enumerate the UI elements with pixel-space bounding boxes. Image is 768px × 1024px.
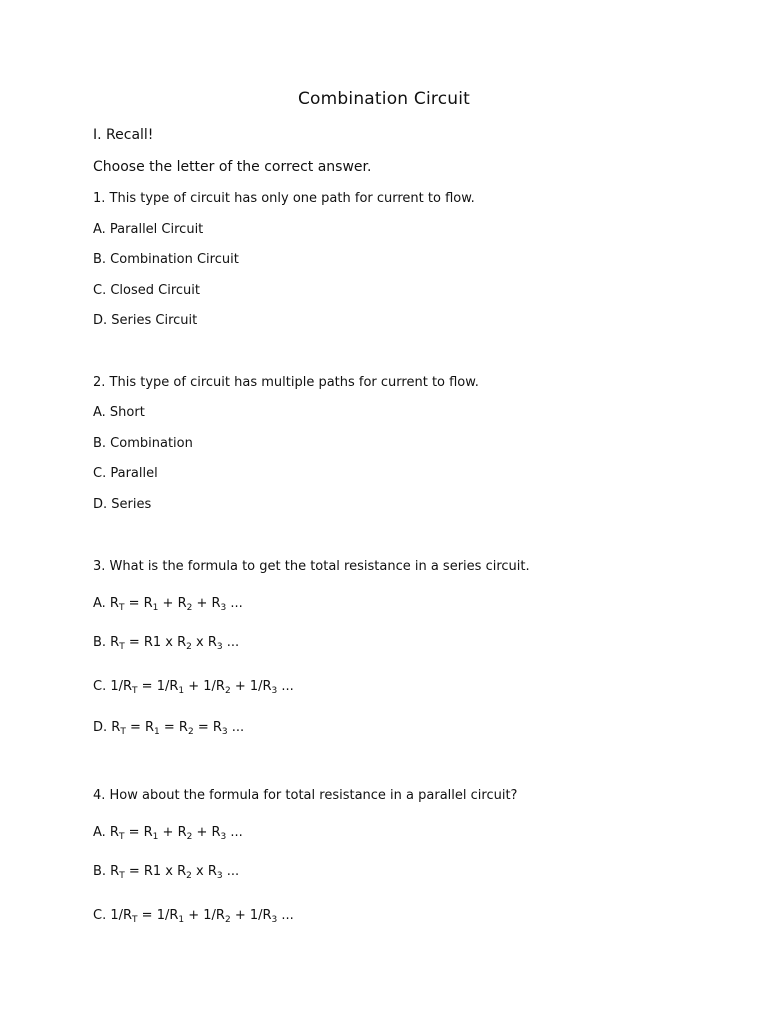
q3-option-d: D. $R_T = R_1 = R_2 = R_3$ ...: [93, 720, 245, 737]
q2-option-b: B. Combination: [93, 436, 193, 451]
section-heading: I. Recall!: [93, 127, 154, 143]
q1-option-a: A. Parallel Circuit: [93, 222, 204, 237]
question-2: 2. This type of circuit has multiple paths for current to flow.: [93, 375, 479, 390]
q1-option-b: B. Combination Circuit: [93, 252, 239, 267]
q3-option-b: B. $R_T = R1$ x $R_2$ x $R_3$ ...: [93, 635, 240, 652]
q2-option-d: D. Series: [93, 497, 152, 512]
q2-option-a: A. Short: [93, 405, 145, 420]
question-3: 3. What is the formula to get the total resistance in a series circuit.: [93, 559, 530, 574]
q1-option-d: D. Series Circuit: [93, 313, 198, 328]
instruction-text: Choose the letter of the correct answer.: [93, 159, 372, 175]
q1-option-c: C. Closed Circuit: [93, 283, 200, 298]
q4-option-c: C. $1/R_T = 1/R_1 + 1/R_2 + 1/R_3$ ...: [93, 908, 294, 925]
q4-option-a: A. $R_T = R_1 + R_2 + R_3$ ...: [93, 825, 243, 842]
question-4: 4. How about the formula for total resistance in a parallel circuit?: [93, 788, 518, 803]
question-1: 1. This type of circuit has only one path for current to flow.: [93, 191, 475, 206]
q4-option-b: B. $R_T = R1$ x $R_2$ x $R_3$ ...: [93, 864, 240, 881]
q3-option-c: C. $1/R_T = 1/R_1 + 1/R_2 + 1/R_3$ ...: [93, 679, 294, 696]
page-title: Combination Circuit: [297, 89, 471, 109]
q2-option-c: C. Parallel: [93, 466, 158, 481]
q3-option-a: A. $R_T = R_1 + R_2 + R_3$ ...: [93, 596, 243, 613]
